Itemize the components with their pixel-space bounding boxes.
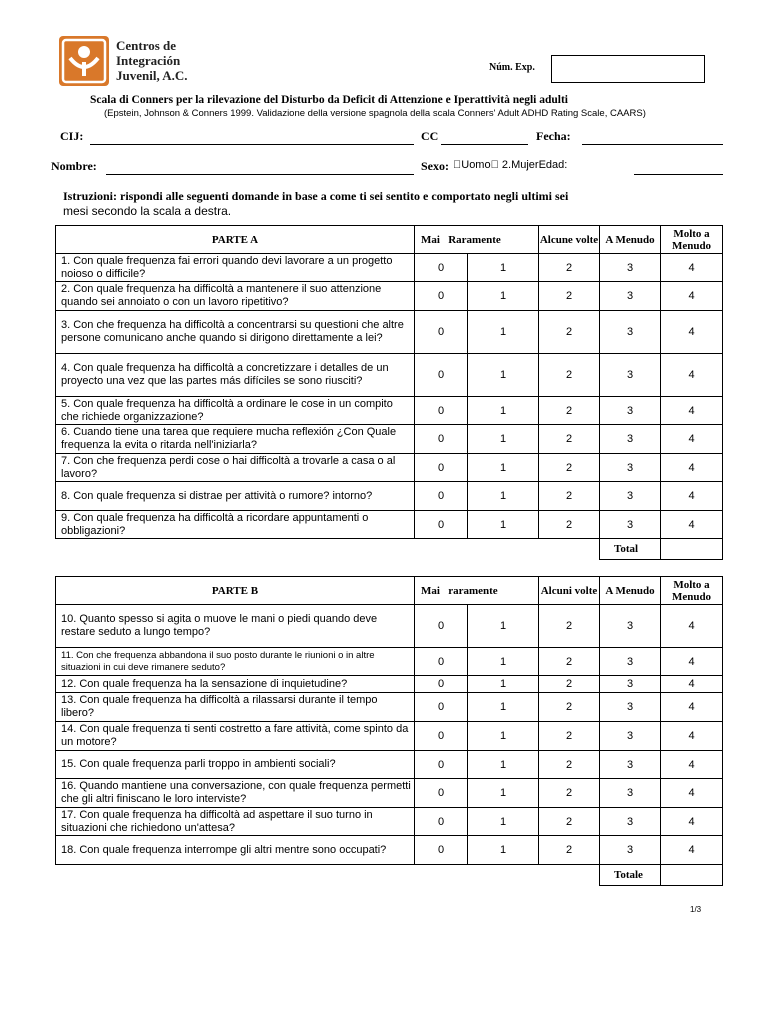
score-option[interactable]: 4	[661, 648, 723, 676]
score-option[interactable]: 3	[600, 693, 661, 722]
score-option[interactable]: 4	[661, 751, 723, 779]
parte-a-table	[55, 225, 723, 560]
score-option[interactable]: 1	[468, 454, 539, 482]
num-exp-label: Núm. Exp.	[489, 62, 535, 73]
score-option[interactable]: 1	[468, 397, 539, 425]
org-logo-icon	[59, 36, 109, 86]
score-option[interactable]: 0	[415, 425, 468, 454]
table-row	[56, 676, 723, 693]
score-option[interactable]: 4	[661, 254, 723, 282]
table-row	[56, 648, 723, 676]
score-option[interactable]: 1	[468, 354, 539, 397]
header-a-menudo: A Menudo	[600, 226, 661, 254]
score-option[interactable]: 4	[661, 354, 723, 397]
score-option[interactable]: 3	[600, 779, 661, 808]
parte-b-header: PARTE B	[56, 577, 415, 605]
document-subtitle: (Epstein, Johnson & Conners 1999. Validazione della versione spagnola della scala Conners' Adult ADHD Rating Scale, CAARS)	[104, 108, 646, 119]
cij-label: CIJ:	[60, 129, 84, 143]
score-option[interactable]: 3	[600, 482, 661, 511]
score-option[interactable]: 3	[600, 722, 661, 751]
score-option[interactable]: 2	[539, 397, 600, 425]
total-label: Total	[600, 539, 661, 560]
score-option[interactable]: 3	[600, 751, 661, 779]
score-option[interactable]: 0	[415, 511, 468, 539]
score-option[interactable]: 1	[468, 676, 539, 693]
score-option[interactable]: 1	[468, 605, 539, 648]
org-name: Centros de Integración Juvenil, A.C.	[116, 38, 188, 83]
score-option[interactable]: 0	[415, 311, 468, 354]
score-option[interactable]: 1	[468, 648, 539, 676]
score-option[interactable]: 2	[539, 722, 600, 751]
question-12: 12. Con quale frequenza ha la sensazione di inquietudine?	[56, 676, 415, 693]
score-option[interactable]: 4	[661, 282, 723, 311]
num-exp-field[interactable]	[551, 55, 705, 83]
score-option[interactable]: 2	[539, 648, 600, 676]
total-field[interactable]	[661, 539, 723, 560]
fecha-field[interactable]	[582, 144, 723, 145]
score-option[interactable]: 3	[600, 836, 661, 865]
score-option[interactable]: 2	[539, 808, 600, 836]
score-option[interactable]: 0	[415, 254, 468, 282]
table-row	[56, 693, 723, 722]
table-row	[56, 282, 723, 311]
document-title: Scala di Conners per la rilevazione del Disturbo da Deficit di Attenzione e Iperattività negli adulti	[90, 94, 568, 106]
score-option[interactable]: 4	[661, 425, 723, 454]
table-row	[56, 254, 723, 282]
score-option[interactable]: 2	[539, 254, 600, 282]
score-option[interactable]: 2	[539, 425, 600, 454]
score-option[interactable]: 0	[415, 722, 468, 751]
score-option[interactable]: 0	[415, 751, 468, 779]
score-option[interactable]: 1	[468, 282, 539, 311]
score-option[interactable]: 3	[600, 311, 661, 354]
score-option[interactable]: 1	[468, 836, 539, 865]
header-mai-raramente: Mai raramente	[415, 577, 539, 605]
header-molto-a-menudo: Molto a Menudo	[661, 577, 723, 605]
score-option[interactable]: 2	[539, 676, 600, 693]
score-option[interactable]: 4	[661, 722, 723, 751]
score-option[interactable]: 3	[600, 454, 661, 482]
page-number: 1/3	[690, 905, 702, 914]
score-option[interactable]: 3	[600, 282, 661, 311]
score-option[interactable]: 0	[415, 836, 468, 865]
score-option[interactable]: 1	[468, 482, 539, 511]
table-row	[56, 836, 723, 865]
score-option[interactable]: 4	[661, 454, 723, 482]
score-option[interactable]: 2	[539, 751, 600, 779]
table-row	[56, 779, 723, 808]
totale-field[interactable]	[661, 865, 723, 886]
header-mai-raramente: Mai Raramente	[415, 226, 539, 254]
question-3: 3. Con che frequenza ha difficoltà a concentrarsi su questioni che altre persone comunicano anche quando si dirigono direttamente a lei?	[56, 311, 415, 354]
score-option[interactable]: 0	[415, 482, 468, 511]
header-alcune-volte: Alcune volte	[539, 226, 600, 254]
instructions: Istruzioni: rispondi alle seguenti domande in base a come ti sei sentito e comportato negli ultimi sei mesi secondo la scala a destra.	[63, 189, 569, 218]
score-option[interactable]: 4	[661, 511, 723, 539]
score-option[interactable]: 0	[415, 693, 468, 722]
score-option[interactable]: 1	[468, 511, 539, 539]
score-option[interactable]: 2	[539, 454, 600, 482]
score-option[interactable]: 3	[600, 605, 661, 648]
score-option[interactable]: 3	[600, 676, 661, 693]
fecha-label: Fecha:	[536, 129, 571, 143]
score-option[interactable]: 4	[661, 311, 723, 354]
sexo-options[interactable]: Uomo 2.MujerEdad:	[453, 159, 551, 171]
score-option[interactable]: 3	[600, 808, 661, 836]
org-logo	[59, 36, 109, 86]
cc-field[interactable]	[441, 144, 528, 145]
table-row	[56, 425, 723, 454]
score-option[interactable]: 0	[415, 454, 468, 482]
table-row	[56, 511, 723, 539]
score-option[interactable]: 4	[661, 779, 723, 808]
question-10: 10. Quanto spesso si agita o muove le mani o piedi quando deve restare seduto a lungo tempo?	[56, 605, 415, 648]
question-2: 2. Con quale frequenza ha difficoltà a mantenere il suo attenzione quando sei annoiato o con un lavoro ripetitivo?	[56, 282, 415, 311]
table-row	[56, 482, 723, 511]
score-option[interactable]: 0	[415, 397, 468, 425]
question-7: 7. Con che frequenza perdi cose o hai difficoltà a trovarle a casa o al lavoro?	[56, 454, 415, 482]
score-option[interactable]: 0	[415, 282, 468, 311]
question-5: 5. Con quale frequenza ha difficoltà a ordinare le cose in un compito che richiede organizzazione?	[56, 397, 415, 425]
score-option[interactable]: 2	[539, 311, 600, 354]
table-row	[56, 605, 723, 648]
score-option[interactable]: 1	[468, 425, 539, 454]
table-row	[56, 354, 723, 397]
score-option[interactable]: 3	[600, 511, 661, 539]
cij-field[interactable]	[90, 144, 414, 145]
table-row	[56, 751, 723, 779]
score-option[interactable]: 0	[415, 779, 468, 808]
score-option[interactable]: 2	[539, 779, 600, 808]
score-option[interactable]: 4	[661, 676, 723, 693]
score-option[interactable]: 0	[415, 676, 468, 693]
question-6: 6. Cuando tiene una tarea que requiere mucha reflexión ¿Con Quale frequenza la evita o ritarda nell'iniziarla?	[56, 425, 415, 454]
score-option[interactable]: 3	[600, 397, 661, 425]
score-option[interactable]: 1	[468, 808, 539, 836]
score-option[interactable]: 1	[468, 693, 539, 722]
score-option[interactable]: 2	[539, 482, 600, 511]
question-1: 1. Con quale frequenza fai errori quando devi lavorare a un progetto noioso o difficile?	[56, 254, 415, 282]
edad-field[interactable]	[634, 174, 723, 175]
score-option[interactable]: 2	[539, 693, 600, 722]
table-row	[56, 722, 723, 751]
question-14: 14. Con quale frequenza ti senti costretto a fare attività, come spinto da un motore?	[56, 722, 415, 751]
table-row	[56, 808, 723, 836]
header-alcuni-volte: Alcuni volte	[539, 577, 600, 605]
parte-b-table	[55, 576, 723, 886]
score-option[interactable]: 2	[539, 836, 600, 865]
score-option[interactable]: 4	[661, 605, 723, 648]
score-option[interactable]: 2	[539, 354, 600, 397]
question-4: 4. Con quale frequenza ha difficoltà a concretizzare i detalles de un proyecto una vez que las partes más difíciles se sono riusciti?	[56, 354, 415, 397]
score-option[interactable]: 1	[468, 751, 539, 779]
question-18: 18. Con quale frequenza interrompe gli altri mentre sono occupati?	[56, 836, 415, 865]
nombre-field[interactable]	[106, 174, 414, 175]
score-option[interactable]: 3	[600, 254, 661, 282]
score-option[interactable]: 1	[468, 722, 539, 751]
question-15: 15. Con quale frequenza parli troppo in ambienti sociali?	[56, 751, 415, 779]
score-option[interactable]: 4	[661, 482, 723, 511]
score-option[interactable]: 4	[661, 808, 723, 836]
table-row	[56, 311, 723, 354]
question-17: 17. Con quale frequenza ha difficoltà ad aspettare il suo turno in situazioni che richiedono un'attesa?	[56, 808, 415, 836]
score-option[interactable]: 2	[539, 511, 600, 539]
question-11: 11. Con che frequenza abbandona il suo posto durante le riunioni o in altre situazioni in cui deve rimanere seduto?	[56, 648, 415, 676]
score-option[interactable]: 4	[661, 397, 723, 425]
sexo-label: Sexo:	[421, 159, 449, 173]
score-option[interactable]: 2	[539, 605, 600, 648]
question-13: 13. Con quale frequenza ha difficoltà a rilassarsi durante il tempo libero?	[56, 693, 415, 722]
table-row	[56, 397, 723, 425]
header-a-menudo: A Menudo	[600, 577, 661, 605]
score-option[interactable]: 4	[661, 693, 723, 722]
table-row	[56, 454, 723, 482]
score-option[interactable]: 1	[468, 254, 539, 282]
score-option[interactable]: 0	[415, 808, 468, 836]
score-option[interactable]: 4	[661, 836, 723, 865]
question-9: 9. Con quale frequenza ha difficoltà a ricordare appuntamenti o obbligazioni?	[56, 511, 415, 539]
nombre-label: Nombre:	[51, 159, 97, 173]
score-option[interactable]: 3	[600, 648, 661, 676]
totale-label: Totale	[600, 865, 661, 886]
cc-label: CC	[421, 129, 439, 143]
score-option[interactable]: 0	[415, 648, 468, 676]
score-option[interactable]: 3	[600, 425, 661, 454]
score-option[interactable]: 2	[539, 282, 600, 311]
question-16: 16. Quando mantiene una conversazione, con quale frequenza permetti che gli altri finiscano le loro interviste?	[56, 779, 415, 808]
score-option[interactable]: 3	[600, 354, 661, 397]
header-molto-a-menudo: Molto a Menudo	[661, 226, 723, 254]
score-option[interactable]: 0	[415, 605, 468, 648]
score-option[interactable]: 1	[468, 311, 539, 354]
question-8: 8. Con quale frequenza si distrae per attività o rumore? intorno?	[56, 482, 415, 511]
score-option[interactable]: 1	[468, 779, 539, 808]
parte-a-header: PARTE A	[56, 226, 415, 254]
score-option[interactable]: 0	[415, 354, 468, 397]
